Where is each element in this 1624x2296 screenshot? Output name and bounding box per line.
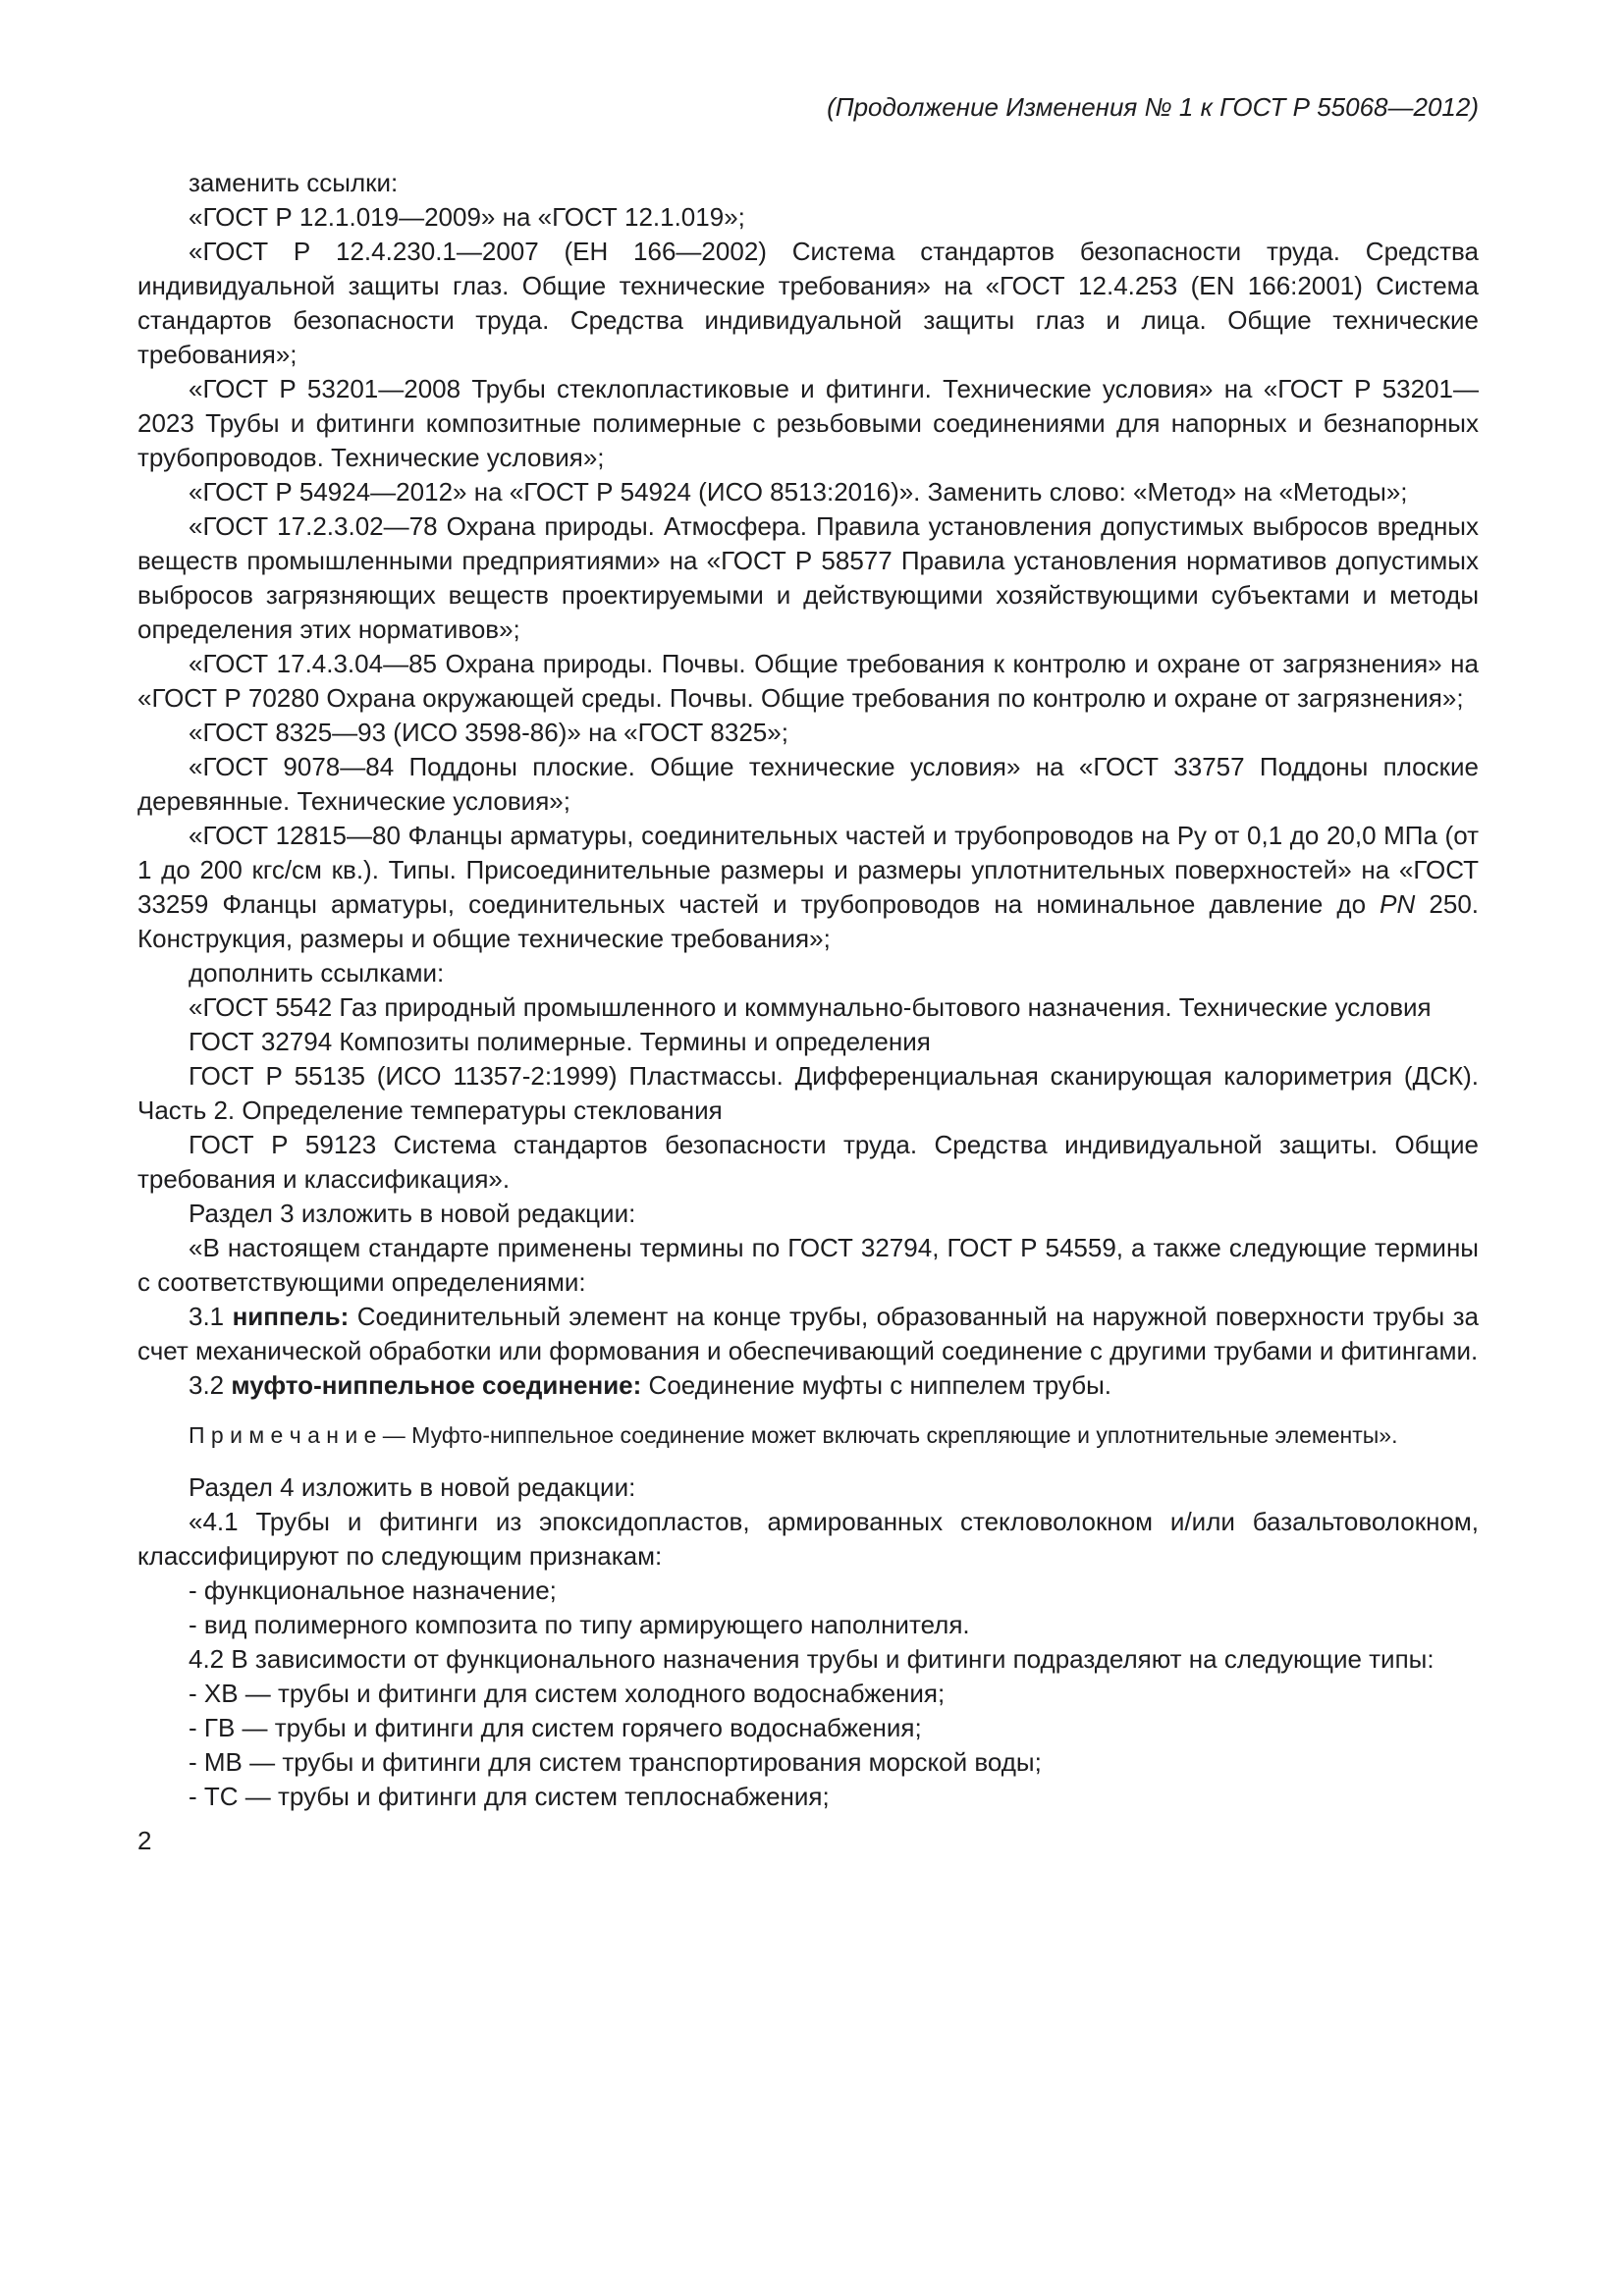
text-run: «4.1 Трубы и фитинги из эпоксидопластов, армированных стекловолокном и/или базальтоволокном, классифицируют по следующим признакам: [137, 1507, 1479, 1571]
paragraph [137, 166, 1479, 200]
text-run: 250. Конструкция, размеры и общие технические требования»; [137, 889, 1479, 953]
paragraph [137, 1300, 1479, 1368]
text-run: П р и м е ч а н и е — Муфто-ниппельное соединение может включать скрепляющие и уплотнительные элементы». [189, 1422, 1398, 1448]
paragraph [137, 372, 1479, 475]
paragraph [137, 1608, 1479, 1642]
text-run: «ГОСТ Р 12.4.230.1—2007 (ЕН 166—2002) Система стандартов безопасности труда. Средства индивидуальной защиты глаз. Общие технические требования» на «ГОСТ 12.4.253 (EN 166:2001) Система стандартов безопасности труда. Средства индивидуальной защиты глаз и лица. Общие технические требования»; [137, 237, 1479, 369]
text-run: «ГОСТ 17.4.3.04—85 Охрана природы. Почвы. Общие требования к контролю и охране от загрязнения» на «ГОСТ Р 70280 Охрана окружающей среды. Почвы. Общие требования по контролю и охране от загрязнения»; [137, 649, 1479, 713]
text-run: Раздел 3 изложить в новой редакции: [189, 1199, 636, 1228]
text-run: «ГОСТ 5542 Газ природный промышленного и коммунально-бытового назначения. Технические условия [189, 992, 1432, 1022]
paragraph [137, 1025, 1479, 1059]
paragraph [137, 1574, 1479, 1608]
text-run: ниппель: [232, 1302, 350, 1331]
paragraph [137, 1745, 1479, 1780]
text-run: «ГОСТ 9078—84 Поддоны плоские. Общие технические условия» на «ГОСТ 33757 Поддоны плоские деревянные. Технические условия»; [137, 752, 1479, 816]
text-run: муфто-ниппельное соединение: [231, 1370, 642, 1400]
paragraph [137, 716, 1479, 750]
text-run: «ГОСТ Р 53201—2008 Трубы стеклопластиковые и фитинги. Технические условия» на «ГОСТ Р 53201—2023 Трубы и фитинги композитные полимерные с резьбовыми соединениями для напорных и безнапорных трубопроводов. Технические условия»; [137, 374, 1479, 472]
paragraph [137, 990, 1479, 1025]
paragraph [137, 475, 1479, 509]
note-paragraph [137, 1420, 1479, 1451]
paragraph [137, 647, 1479, 716]
paragraph [137, 509, 1479, 647]
text-run: дополнить ссылками: [189, 958, 445, 988]
paragraph [137, 1780, 1479, 1814]
paragraph [137, 200, 1479, 235]
paragraph [137, 1368, 1479, 1403]
document-body [137, 166, 1479, 1814]
paragraph [137, 750, 1479, 819]
text-run: Соединительный элемент на конце трубы, образованный на наружной поверхности трубы за счет механической обработки или формования и обеспечивающий соединение с другими трубами и фитингами. [137, 1302, 1479, 1365]
text-run: ГОСТ 32794 Композиты полимерные. Термины и определения [189, 1027, 931, 1056]
paragraph [137, 1677, 1479, 1711]
text-run: «ГОСТ Р 12.1.019—2009» на «ГОСТ 12.1.019»; [189, 202, 745, 232]
text-run: «В настоящем стандарте применены термины по ГОСТ 32794, ГОСТ Р 54559, а также следующие термины с соответствующими определениями: [137, 1233, 1479, 1297]
paragraph [137, 1231, 1479, 1300]
text-run: Соединение муфты с ниппелем трубы. [641, 1370, 1112, 1400]
text-run: «ГОСТ 17.2.3.02—78 Охрана природы. Атмосфера. Правила установления допустимых выбросов вредных веществ промышленными предприятиями» на «ГОСТ Р 58577 Правила установления нормативов допустимых выбросов загрязняющих веществ проектируемыми и действующими хозяйствующими субъектами и методы определения этих нормативов»; [137, 511, 1479, 644]
paragraph [137, 1470, 1479, 1505]
running-header: (Продолжение Изменения № 1 к ГОСТ Р 55068—2012) [827, 92, 1479, 122]
text-run: - вид полимерного композита по типу армирующего наполнителя. [189, 1610, 970, 1639]
text-run: - МВ — трубы и фитинги для систем транспортирования морской воды; [189, 1747, 1042, 1777]
text-run: «ГОСТ 8325—93 (ИСО 3598-86)» на «ГОСТ 8325»; [189, 718, 788, 747]
paragraph [137, 819, 1479, 956]
text-run: «ГОСТ Р 54924—2012» на «ГОСТ Р 54924 (ИСО 8513:2016)». Заменить слово: «Метод» на «Методы»; [189, 477, 1408, 507]
text-run: ГОСТ Р 59123 Система стандартов безопасности труда. Средства индивидуальной защиты. Общие требования и классификация». [137, 1130, 1479, 1194]
text-run: заменить ссылки: [189, 168, 399, 197]
text-run: 3.1 [189, 1302, 233, 1331]
text-run: - ТС — трубы и фитинги для систем теплоснабжения; [189, 1782, 830, 1811]
text-run: ГОСТ Р 55135 (ИСО 11357-2:1999) Пластмассы. Дифференциальная сканирующая калориметрия (ДСК). Часть 2. Определение температуры стеклования [137, 1061, 1479, 1125]
paragraph [137, 956, 1479, 990]
text-run: - функциональное назначение; [189, 1575, 557, 1605]
paragraph [137, 1128, 1479, 1197]
text-run: 4.2 В зависимости от функционального назначения трубы и фитинги подразделяют на следующие типы: [189, 1644, 1435, 1674]
paragraph [137, 1505, 1479, 1574]
paragraph [137, 235, 1479, 372]
text-run: Раздел 4 изложить в новой редакции: [189, 1472, 636, 1502]
text-run: «ГОСТ 12815—80 Фланцы арматуры, соединительных частей и трубопроводов на Ру от 0,1 до 20,0 МПа (от 1 до 200 кгс/см кв.). Типы. Присоединительные размеры и размеры уплотнительных поверхностей» на «ГОСТ 33259 Фланцы арматуры, соединительных частей и трубопроводов на номинальное давление до [137, 821, 1479, 919]
text-run: PN [1380, 889, 1416, 919]
text-run: - ХВ — трубы и фитинги для систем холодного водоснабжения; [189, 1679, 946, 1708]
paragraph [137, 1711, 1479, 1745]
paragraph [137, 1059, 1479, 1128]
page-number: 2 [137, 1826, 152, 1855]
paragraph [137, 1197, 1479, 1231]
text-run: - ГВ — трубы и фитинги для систем горячего водоснабжения; [189, 1713, 922, 1742]
text-run: 3.2 [189, 1370, 232, 1400]
paragraph [137, 1642, 1479, 1677]
